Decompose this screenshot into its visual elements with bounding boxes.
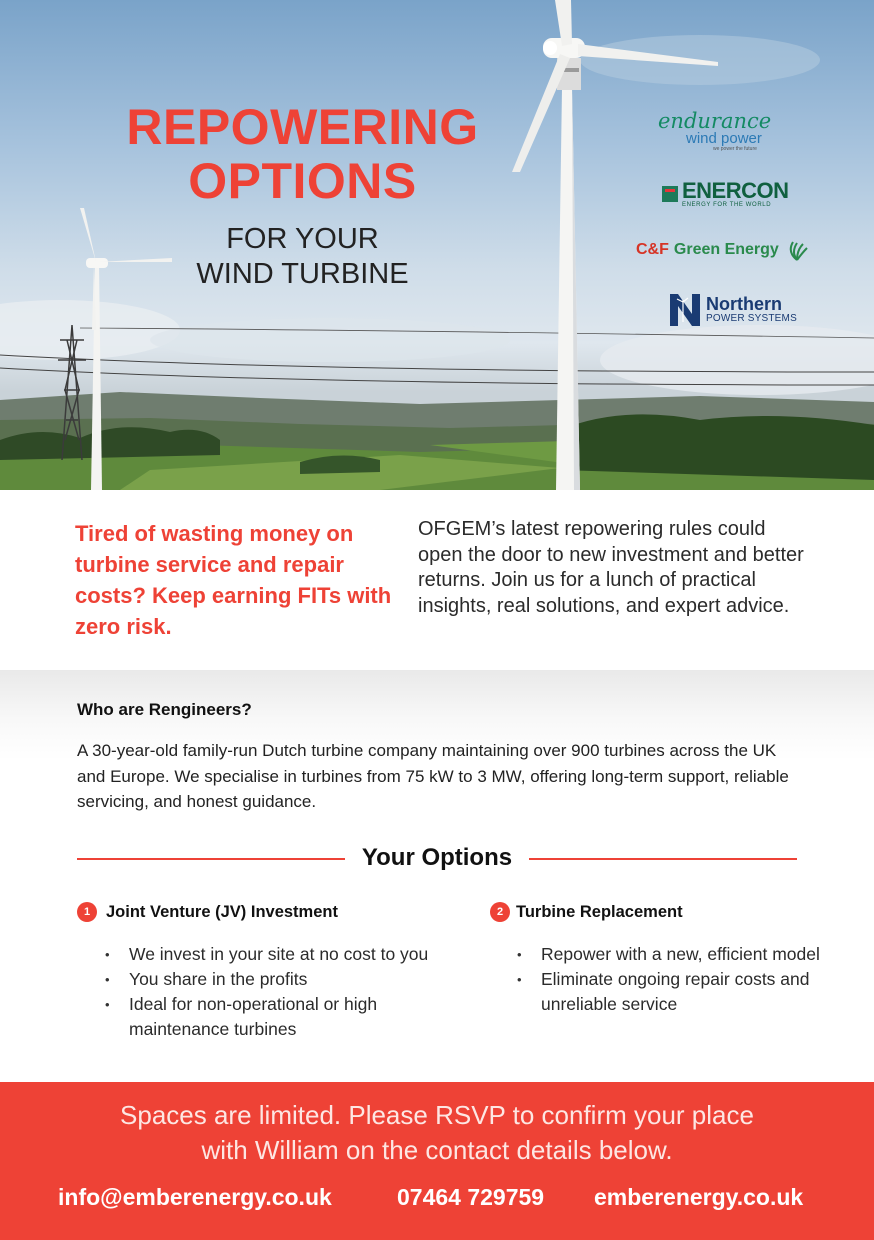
northern-logo-name: Northern xyxy=(706,293,782,314)
option-2-title: Turbine Replacement xyxy=(516,902,683,921)
main-title-line2: OPTIONS xyxy=(188,153,417,209)
list-item: • Repower with a new, efficient model xyxy=(490,942,820,967)
contact-details xyxy=(0,1184,874,1220)
endurance-logo-name: endurance xyxy=(658,109,772,133)
rsvp-line2: with William on the contact details below. xyxy=(201,1135,673,1165)
divider-line-right xyxy=(529,858,797,860)
hero-title-block xyxy=(100,100,505,292)
enercon-logo-sub: ENERGY FOR THE WORLD xyxy=(682,202,772,208)
swirl-icon xyxy=(785,238,809,262)
list-item: • Ideal for non-operational or high maintenance turbines xyxy=(77,992,477,1042)
option-2-bullets xyxy=(490,942,820,1017)
option-1-header xyxy=(77,902,477,922)
rsvp-line1: Spaces are limited. Please RSVP to confirm your place xyxy=(120,1100,754,1130)
options-heading-row xyxy=(77,842,797,874)
option-1-number-badge: 1 xyxy=(77,902,97,922)
rsvp-message xyxy=(0,1098,874,1168)
website-link[interactable]: emberenergy.co.uk xyxy=(594,1184,804,1210)
list-item: • Eliminate ongoing repair costs and unreliable service xyxy=(490,967,820,1017)
cf-logo-name-a: C&F xyxy=(636,241,669,258)
option-2-header xyxy=(490,902,820,922)
cf-green-energy-logo xyxy=(636,238,809,262)
endurance-logo-sub: wind power xyxy=(686,130,762,147)
option-1-bullets xyxy=(77,942,477,1042)
option-2 xyxy=(490,902,820,1017)
about-text: A 30-year-old family-run Dutch turbine company maintaining over 900 turbines across the UK and Europe. We specialise in turbines from 75 kW to 3 MW, offering long-term support, reliable servicing, and honest guidance. xyxy=(77,741,789,811)
option-1 xyxy=(77,902,477,1042)
divider-line-left xyxy=(77,858,345,860)
email-link[interactable]: info@emberenergy.co.uk xyxy=(58,1184,332,1210)
option-1-title: Joint Venture (JV) Investment xyxy=(106,902,338,921)
northern-power-logo xyxy=(668,290,797,328)
intro-text: OFGEM’s latest repowering rules could open the door to new investment and better returns. Join us for a lunch of practical insights, real solutions, and expert advice. xyxy=(418,518,804,617)
intro-lead: Tired of wasting money on turbine service and repair costs? Keep earning FITs with zero risk. xyxy=(75,521,392,639)
enercon-logo xyxy=(662,180,789,208)
subtitle-line2: WIND TURBINE xyxy=(196,258,409,290)
intro-section xyxy=(0,490,874,670)
list-item: • You share in the profits xyxy=(77,967,477,992)
options-title: Your Options xyxy=(361,844,513,871)
enercon-logo-name: ENERCON xyxy=(682,178,789,203)
subtitle xyxy=(100,222,505,292)
enercon-mark-icon xyxy=(662,186,678,202)
main-content xyxy=(0,670,874,1082)
about-heading: Who are Rengineers? xyxy=(77,700,252,719)
subtitle-line1: FOR YOUR xyxy=(226,223,379,255)
rsvp-footer xyxy=(0,1082,874,1240)
cf-logo-name-b: Green Energy xyxy=(673,241,779,258)
hero-banner xyxy=(0,0,874,490)
phone-link[interactable]: 07464 729759 xyxy=(397,1184,545,1210)
main-title-line1: REPOWERING xyxy=(126,99,479,155)
endurance-logo-tagline: we power the future xyxy=(713,146,757,152)
list-item: • We invest in your site at no cost to you xyxy=(77,942,477,967)
northern-logo-sub: POWER SYSTEMS xyxy=(706,312,797,324)
endurance-logo xyxy=(658,110,771,152)
northern-n-icon xyxy=(668,290,702,328)
option-2-number-badge: 2 xyxy=(490,902,510,922)
